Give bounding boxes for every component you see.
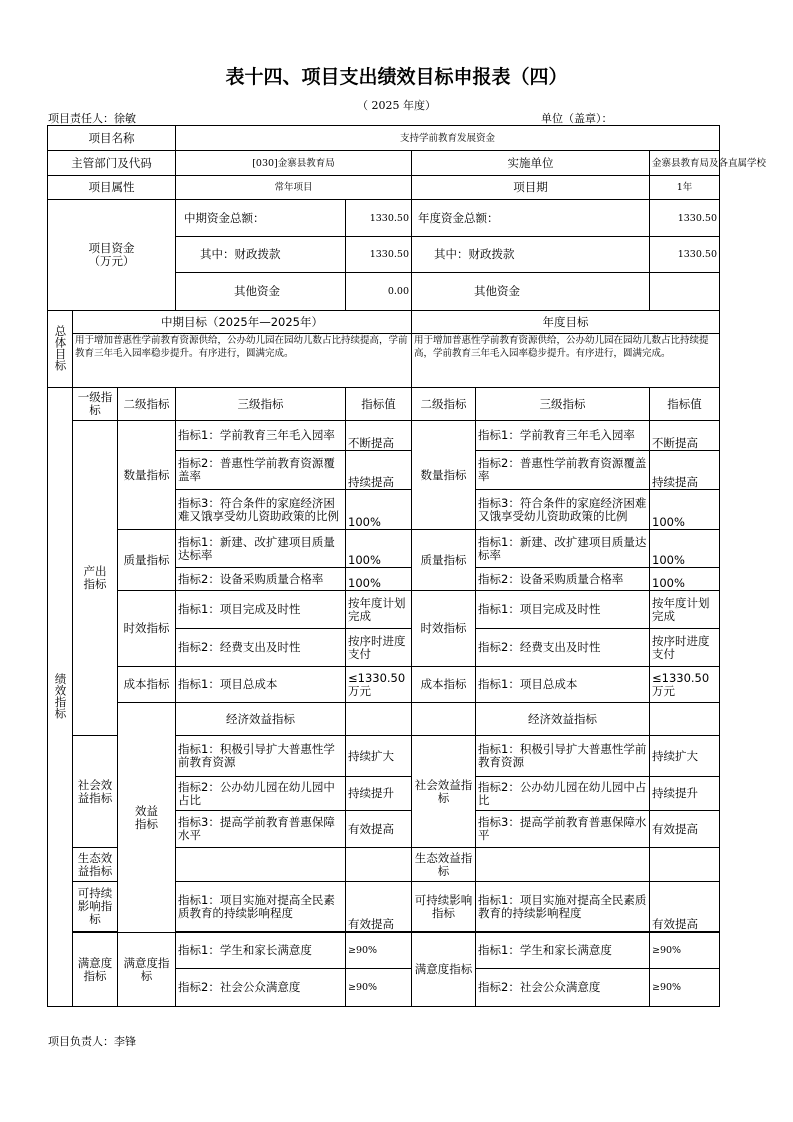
table-row — [48, 421, 720, 451]
q2-text-year: 指标2：普惠性学前教育资源覆盖率 — [476, 451, 650, 490]
funds-label — [48, 200, 176, 311]
c1-text: 指标1：项目总成本 — [176, 667, 346, 703]
page-title: 表十四、项目支出绩效目标申报表（四） — [225, 66, 568, 88]
year-total-label: 年度资金总额： — [412, 200, 650, 237]
t2-text-year: 指标2：经费支出及时性 — [476, 629, 650, 667]
sa1-value-year: ≥90% — [650, 933, 720, 969]
q1-text: 指标1：学前教育三年毛入园率 — [176, 421, 346, 451]
q3-value-year: 100% — [650, 490, 720, 530]
dept-value: [030]金寨县教育局 — [176, 151, 412, 176]
col-l2: 二级指标 — [118, 388, 176, 421]
quality-label: 质量指标 — [118, 530, 176, 591]
c1-text-year: 指标1：项目总成本 — [476, 667, 650, 703]
q3-text-year: 指标3：符合条件的家庭经济困难又饿享受幼儿资助政策的比例 — [476, 490, 650, 530]
s2-text-year: 指标2：公办幼儿园在幼儿园中占比 — [476, 777, 650, 811]
s1-text: 指标1：积极引导扩大普惠性学前教育资源 — [176, 736, 346, 777]
timeliness-label: 时效指标 — [118, 591, 176, 667]
mid-fiscal-label: 其中：财政拨款 — [176, 237, 346, 273]
sa1-value: ≥90% — [346, 933, 412, 969]
unit-seal-label: 单位（盖章）： — [541, 112, 613, 125]
funds-label-text: 项目资金（万元） — [88, 241, 135, 268]
c1-value: ≤1330.50万元 — [346, 667, 412, 703]
period-label: 项目期 — [412, 176, 650, 200]
mid-goal-label: 中期目标（2025年—2025年） — [73, 311, 412, 334]
economic-empty — [346, 703, 412, 736]
ql1-value-year: 100% — [650, 530, 720, 568]
s2-value: 持续提升 — [346, 777, 412, 811]
attr-row — [48, 176, 720, 200]
economic-label-year: 经济效益指标 — [476, 703, 650, 736]
table-row — [48, 667, 720, 703]
performance-target-table — [47, 125, 767, 1007]
s3-text: 指标3：提高学前教育普惠保障水平 — [176, 811, 346, 848]
sa1-text: 指标1：学生和家长满意度 — [176, 933, 346, 969]
q1-value: 不断提高 — [346, 421, 412, 451]
perf-section-label — [48, 388, 73, 1007]
s2-value-year: 持续提升 — [650, 777, 720, 811]
t1-value-year: 按年度计划完成 — [650, 591, 720, 629]
sa2-value-year: ≥90% — [650, 969, 720, 1007]
perf-header-row — [48, 388, 720, 421]
economic-label: 经济效益指标 — [176, 703, 346, 736]
s3-value: 有效提高 — [346, 811, 412, 848]
mid-total-label: 中期资金总额： — [176, 200, 346, 237]
goals-text-row — [48, 334, 720, 388]
ecological-empty — [176, 848, 346, 882]
ql1-text: 指标1：新建、改扩建项目质量达标率 — [176, 530, 346, 568]
ql2-value-year: 100% — [650, 568, 720, 591]
sa2-text-year: 指标2：社会公众满意度 — [476, 969, 650, 1007]
cost-label: 成本指标 — [118, 667, 176, 703]
col-l1: 一级指标 — [73, 388, 118, 421]
economic-empty-year — [650, 703, 720, 736]
q3-text: 指标3：符合条件的家庭经济困难又饿享受幼儿资助政策的比例 — [176, 490, 346, 530]
col-l2-year: 二级指标 — [412, 388, 476, 421]
t1-text-year: 指标1：项目完成及时性 — [476, 591, 650, 629]
col-l3-year: 三级指标 — [476, 388, 650, 421]
sa1-text-year: 指标1：学生和家长满意度 — [476, 933, 650, 969]
social-label-year: 社会效益指标 — [412, 736, 476, 848]
col-val: 指标值 — [346, 388, 412, 421]
period-value: 1年 — [650, 176, 720, 200]
goals-header-row — [48, 311, 720, 334]
table-row — [48, 703, 720, 736]
economic-value-empty — [412, 703, 476, 736]
ecological-value-empty-year — [650, 848, 720, 882]
report-year: （ 2025 年度） — [357, 99, 436, 112]
sustainable-label: 可持续影响指标 — [73, 882, 118, 932]
c1-value-year: ≤1330.50万元 — [650, 667, 720, 703]
col-val-year: 指标值 — [650, 388, 720, 421]
satisfaction2-label: 满意度指标 — [118, 933, 176, 1007]
s3-text-year: 指标3：提高学前教育普惠保障水平 — [476, 811, 650, 848]
sustainable-label-year: 可持续影响指标 — [412, 882, 476, 932]
sa2-text: 指标2：社会公众满意度 — [176, 969, 346, 1007]
mid-goal-text: 用于增加普惠性学前教育资源供给，公办幼儿园在园幼儿数占比持续提高，学前教育三年毛入园率稳步提升。有序进行，圆满完成。 — [73, 334, 412, 388]
impl-unit-label: 实施单位 — [412, 151, 650, 176]
sa2-value: ≥90% — [346, 969, 412, 1007]
satisfaction2-label-year: 满意度指标 — [412, 933, 476, 1007]
t1-value: 按年度计划完成 — [346, 591, 412, 629]
q1-text-year: 指标1：学前教育三年毛入园率 — [476, 421, 650, 451]
ql1-value: 100% — [346, 530, 412, 568]
impl-unit-value: 金寨县教育局及各直属学校 — [650, 151, 720, 176]
q1-value-year: 不断提高 — [650, 421, 720, 451]
year-goal-label: 年度目标 — [412, 311, 720, 334]
output-text: 产出指标 — [83, 564, 107, 591]
attr-label: 项目属性 — [48, 176, 176, 200]
su1-value: 有效提高 — [346, 882, 412, 932]
su1-text-year: 指标1：项目实施对提高全民素质教育的持续影响程度 — [476, 882, 650, 932]
s3-value-year: 有效提高 — [650, 811, 720, 848]
t1-text: 指标1：项目完成及时性 — [176, 591, 346, 629]
project-name-row — [48, 126, 720, 151]
year-fiscal-value: 1330.50 — [650, 237, 720, 273]
project-leader: 项目负责人：李锋 — [48, 1035, 136, 1048]
ql2-value: 100% — [346, 568, 412, 591]
ecological-label-year: 生态效益指标 — [412, 848, 476, 882]
dept-row — [48, 151, 720, 176]
su1-text: 指标1：项目实施对提高全民素质教育的持续影响程度 — [176, 882, 346, 932]
goals-section-label — [48, 311, 73, 388]
attr-value: 常年项目 — [176, 176, 412, 200]
mid-other-label: 其他资金 — [176, 273, 346, 311]
s2-text: 指标2：公办幼儿园在幼儿园中占比 — [176, 777, 346, 811]
year-other-label: 其他资金 — [412, 273, 650, 311]
cost-label-year: 成本指标 — [412, 667, 476, 703]
output-label — [73, 421, 118, 736]
s1-text-year: 指标1：积极引导扩大普惠性学前教育资源 — [476, 736, 650, 777]
q2-value-year: 持续提高 — [650, 451, 720, 490]
dept-label: 主管部门及代码 — [48, 151, 176, 176]
project-name-label: 项目名称 — [48, 126, 176, 151]
benefit-text: 效益指标 — [135, 803, 158, 831]
t2-value-year: 按序时进度支付 — [650, 629, 720, 667]
year-goal-text: 用于增加普惠性学前教育资源供给，公办幼儿园在园幼儿数占比持续提高，学前教育三年毛入园率稳步提升。有序进行，圆满完成。 — [412, 334, 720, 388]
mid-total-value: 1330.50 — [346, 200, 412, 237]
project-name-value: 支持学前教育发展资金 — [176, 126, 720, 151]
s1-value: 持续扩大 — [346, 736, 412, 777]
quantity-label-year: 数量指标 — [412, 421, 476, 530]
s1-value-year: 持续扩大 — [650, 736, 720, 777]
q2-value: 持续提高 — [346, 451, 412, 490]
ql1-text-year: 指标1：新建、改扩建项目质量达标率 — [476, 530, 650, 568]
satisfaction-label — [73, 933, 118, 1007]
table-row — [48, 933, 720, 969]
mid-other-value: 0.00 — [346, 273, 412, 311]
timeliness-label-year: 时效指标 — [412, 591, 476, 667]
table-row — [48, 591, 720, 629]
goals-section-text: 总体目标 — [53, 324, 68, 371]
year-fiscal-label: 其中：财政拨款 — [412, 237, 650, 273]
benefit-label — [118, 703, 176, 933]
ql2-text-year: 指标2：设备采购质量合格率 — [476, 568, 650, 591]
quantity-label: 数量指标 — [118, 421, 176, 530]
satisfaction-text: 满意度指标 — [77, 955, 113, 983]
year-total-value: 1330.50 — [650, 200, 720, 237]
q2-text: 指标2：普惠性学前教育资源覆盖率 — [176, 451, 346, 490]
su1-value-year: 有效提高 — [650, 882, 720, 932]
project-responsible: 项目责任人：徐敏 — [48, 112, 136, 125]
perf-section-text: 绩效指标 — [53, 672, 68, 719]
col-l3: 三级指标 — [176, 388, 346, 421]
t2-text: 指标2：经费支出及时性 — [176, 629, 346, 667]
ecological-label: 生态效益指标 — [73, 848, 118, 882]
mid-fiscal-value: 1330.50 — [346, 237, 412, 273]
ecological-empty-year — [476, 848, 650, 882]
funds-row-total — [48, 200, 720, 237]
quality-label-year: 质量指标 — [412, 530, 476, 591]
ql2-text: 指标2：设备采购质量合格率 — [176, 568, 346, 591]
t2-value: 按序时进度支付 — [346, 629, 412, 667]
year-other-value — [650, 273, 720, 311]
table-row — [48, 530, 720, 568]
social-label: 社会效益指标 — [73, 736, 118, 848]
ecological-value-empty — [346, 848, 412, 882]
q3-value: 100% — [346, 490, 412, 530]
